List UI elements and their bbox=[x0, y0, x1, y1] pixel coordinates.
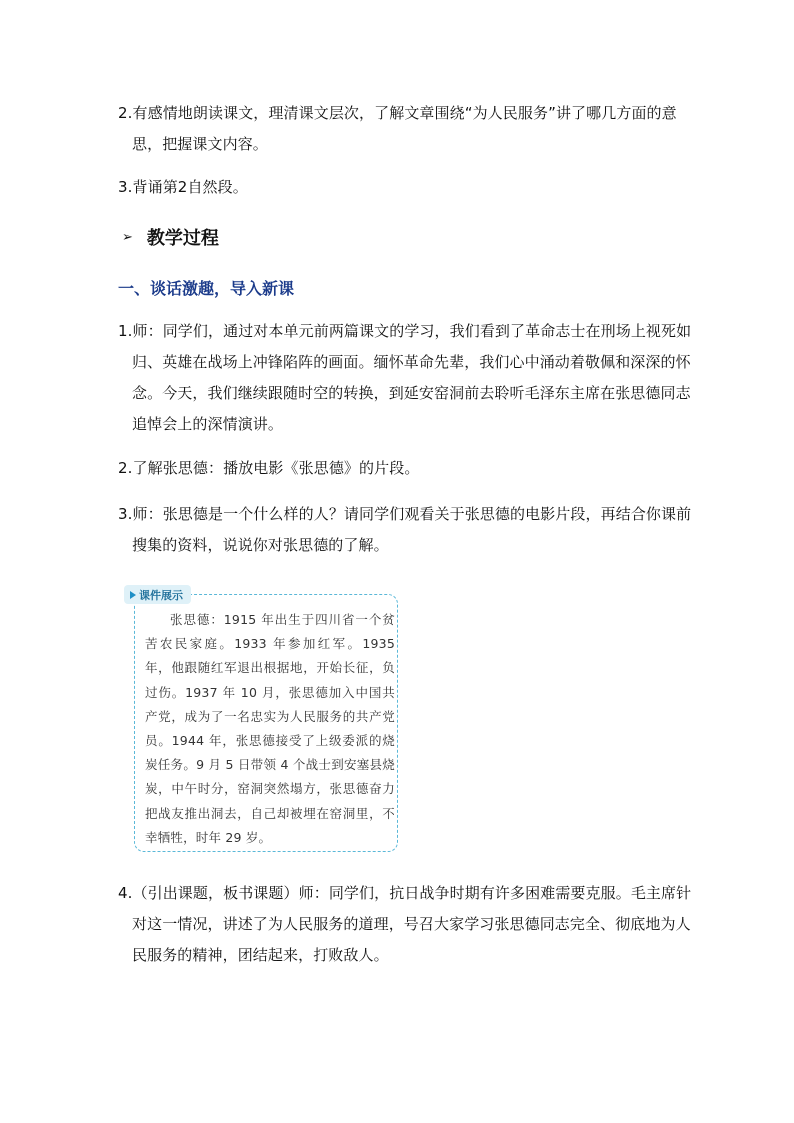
step-1: 1.师：同学们，通过对本单元前两篇课文的学习，我们看到了革命志士在刑场上视死如归、英雄在战场上冲锋陷阵的画面。缅怀革命先辈，我们心中涌动着敬佩和深深的怀念。今天，我们继续跟随时空的转换，到延安窑洞前去聆听毛泽东主席在张思德同志追悼会上的深情演讲。 bbox=[118, 322, 692, 433]
step-3: 3.师：张思德是一个什么样的人？请同学们观看关于张思德的电影片段，再结合你课前搜集的资料，说说你对张思德的了解。 bbox=[118, 505, 692, 554]
section-heading: 一、谈话激趣，导入新课 bbox=[118, 279, 295, 298]
step-4: 4.（引出课题，板书课题）师：同学们，抗日战争时期有许多困难需要克服。毛主席针对这一情况，讲述了为人民服务的道理，号召大家学习张思德同志完全、彻底地为人民服务的精神，团结起来，打败敌人。 bbox=[118, 884, 692, 964]
arrow-right-icon: ➢ bbox=[122, 229, 133, 245]
teaching-process-label: 教学过程 bbox=[146, 228, 219, 249]
step-2: 2.了解张思德：播放电影《张思德》的片段。 bbox=[118, 459, 420, 477]
courseware-text: 张思德：1915 年出生于四川省一个贫苦农民家庭。1933 年参加红军。1935 年，他跟随红军退出根据地，开始长征，负过伤。1937 年 10 月，张思德加入中国共产党，成为了一名忠实为人民服务的共产党员。1944 年，张思德接受了上级委派的烧炭任务。9 月 5 日带领 4 个战士到安塞县烧炭，中午时分，窑洞突然塌方，张思德奋力把战友推出洞去，自己却被埋在窑洞里，不幸牺牲，时年 29 岁。 bbox=[145, 612, 395, 845]
objective-2: 2.有感情地朗读课文，理清课文层次，了解文章围绕“为人民服务”讲了哪几方面的意思，把握课文内容。 bbox=[118, 104, 677, 153]
courseware-tag bbox=[124, 585, 191, 604]
courseware-tag-label: 课件展示 bbox=[139, 588, 183, 602]
objective-3: 3.背诵第2自然段。 bbox=[118, 178, 248, 196]
play-icon bbox=[130, 591, 136, 599]
teaching-process-heading bbox=[122, 224, 219, 250]
